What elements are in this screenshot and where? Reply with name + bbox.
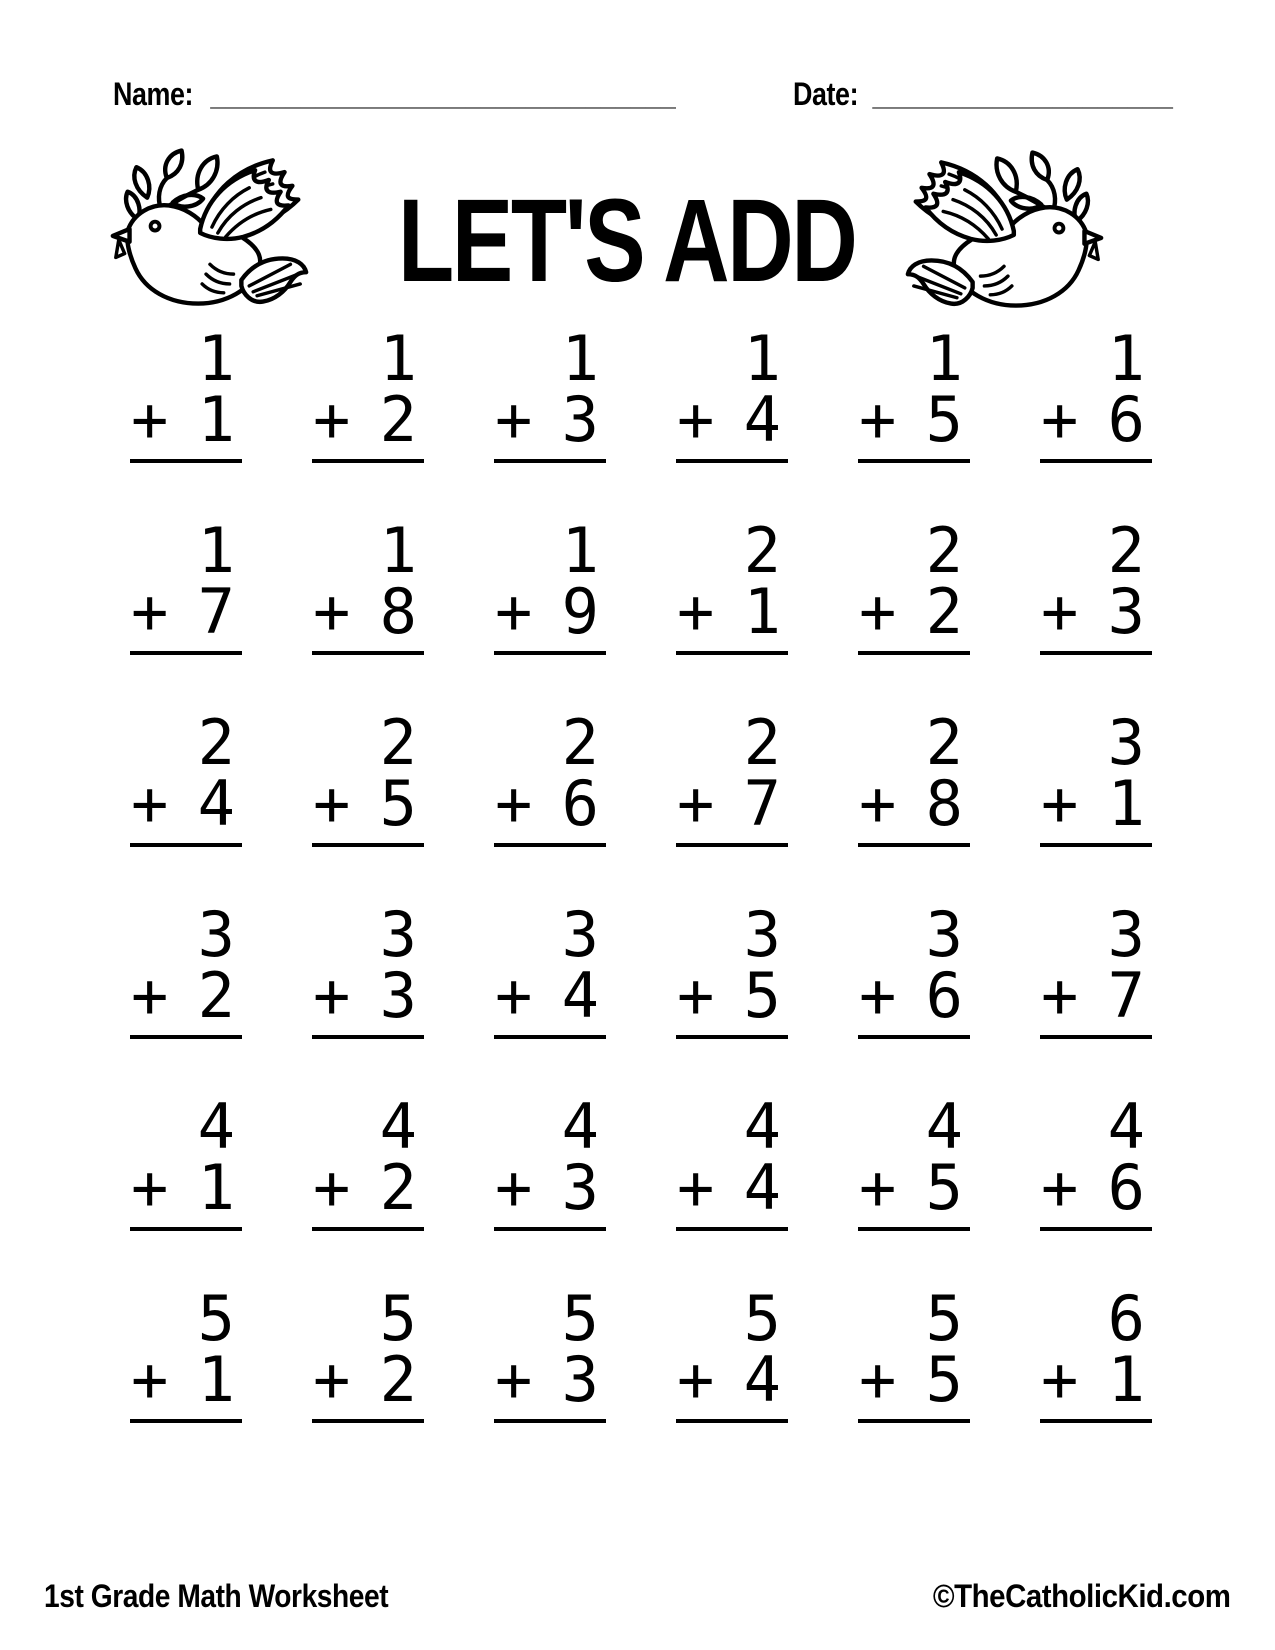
addition-problem	[1040, 1282, 1152, 1423]
plus-sign: +	[313, 1343, 351, 1417]
addend-top: 3	[1107, 898, 1145, 971]
addition-problem	[676, 322, 788, 463]
answer-line[interactable]	[858, 459, 970, 463]
answer-line[interactable]	[1040, 1227, 1152, 1231]
plus-sign: +	[677, 575, 715, 649]
addend-top: 1	[379, 514, 417, 587]
answer-line[interactable]	[858, 843, 970, 847]
addend-top: 3	[925, 898, 963, 971]
addition-problem	[1040, 322, 1152, 463]
answer-line[interactable]	[312, 459, 424, 463]
addition-problem	[494, 898, 606, 1039]
answer-line[interactable]	[130, 1227, 242, 1231]
plus-sign: +	[495, 575, 533, 649]
plus-sign: +	[677, 959, 715, 1033]
plus-sign: +	[131, 383, 169, 457]
plus-sign: +	[1041, 383, 1079, 457]
addition-problem	[130, 514, 242, 655]
addition-problem	[1040, 1090, 1152, 1231]
answer-line[interactable]	[130, 651, 242, 655]
addend-bottom: 3	[1107, 575, 1145, 649]
addend-top: 1	[561, 322, 599, 395]
addend-bottom: 4	[561, 959, 599, 1033]
addend-top: 1	[1107, 322, 1145, 395]
addend-bottom: 2	[197, 959, 235, 1033]
addend-bottom: 4	[197, 767, 235, 841]
addition-problem	[130, 322, 242, 463]
addend-top: 2	[1107, 514, 1145, 587]
addition-problem	[676, 706, 788, 847]
answer-line[interactable]	[676, 1419, 788, 1423]
plus-sign: +	[859, 959, 897, 1033]
addend-bottom: 6	[925, 959, 963, 1033]
addend-top: 6	[1107, 1282, 1145, 1355]
addend-bottom: 1	[1107, 1343, 1145, 1417]
addend-bottom: 6	[1107, 1151, 1145, 1225]
addend-top: 5	[197, 1282, 235, 1355]
answer-line[interactable]	[312, 1227, 424, 1231]
plus-sign: +	[313, 767, 351, 841]
addend-top: 1	[197, 514, 235, 587]
addend-top: 2	[925, 514, 963, 587]
problems-grid	[130, 322, 1152, 1423]
addend-bottom: 1	[197, 1151, 235, 1225]
addend-top: 1	[379, 322, 417, 395]
answer-line[interactable]	[494, 1419, 606, 1423]
answer-line[interactable]	[130, 1419, 242, 1423]
addition-problem	[494, 322, 606, 463]
addend-top: 5	[561, 1282, 599, 1355]
plus-sign: +	[313, 959, 351, 1033]
plus-sign: +	[1041, 767, 1079, 841]
addend-bottom: 6	[1107, 383, 1145, 457]
addition-problem	[312, 1090, 424, 1231]
answer-line[interactable]	[494, 1035, 606, 1039]
answer-line[interactable]	[1040, 1035, 1152, 1039]
date-blank-line[interactable]: ____________________	[872, 81, 1173, 111]
addend-bottom: 4	[743, 1343, 781, 1417]
addend-bottom: 4	[743, 1151, 781, 1225]
answer-line[interactable]	[130, 1035, 242, 1039]
addition-problem	[130, 706, 242, 847]
plus-sign: +	[495, 767, 533, 841]
plus-sign: +	[859, 575, 897, 649]
addend-top: 2	[561, 706, 599, 779]
addend-bottom: 5	[743, 959, 781, 1033]
addend-bottom: 1	[743, 575, 781, 649]
addend-top: 1	[925, 322, 963, 395]
plus-sign: +	[859, 1343, 897, 1417]
addition-problem	[312, 322, 424, 463]
addition-problem	[858, 322, 970, 463]
answer-line[interactable]	[676, 651, 788, 655]
addend-top: 4	[1107, 1090, 1145, 1163]
answer-line[interactable]	[312, 1419, 424, 1423]
name-blank-line[interactable]: _______________________________	[210, 81, 676, 111]
addend-bottom: 4	[743, 383, 781, 457]
plus-sign: +	[131, 959, 169, 1033]
answer-line[interactable]	[858, 1419, 970, 1423]
addition-problem	[312, 1282, 424, 1423]
addition-problem	[130, 898, 242, 1039]
addition-problem	[676, 514, 788, 655]
addition-problem	[312, 706, 424, 847]
addition-problem	[858, 514, 970, 655]
addend-top: 3	[561, 898, 599, 971]
name-field	[113, 76, 676, 113]
answer-line[interactable]	[676, 843, 788, 847]
date-field	[793, 76, 1173, 113]
addend-top: 2	[379, 706, 417, 779]
addend-top: 4	[743, 1090, 781, 1163]
answer-line[interactable]	[676, 459, 788, 463]
date-label: Date:	[793, 76, 859, 112]
plus-sign: +	[495, 383, 533, 457]
addend-bottom: 5	[925, 383, 963, 457]
plus-sign: +	[495, 1151, 533, 1225]
plus-sign: +	[313, 575, 351, 649]
answer-line[interactable]	[494, 459, 606, 463]
answer-line[interactable]	[676, 1035, 788, 1039]
name-label: Name:	[113, 76, 194, 112]
answer-line[interactable]	[312, 651, 424, 655]
plus-sign: +	[859, 1151, 897, 1225]
addend-bottom: 7	[743, 767, 781, 841]
addition-problem	[858, 1282, 970, 1423]
addition-problem	[1040, 706, 1152, 847]
addend-bottom: 5	[379, 767, 417, 841]
answer-line[interactable]	[676, 1227, 788, 1231]
answer-line[interactable]	[130, 459, 242, 463]
addend-bottom: 9	[561, 575, 599, 649]
plus-sign: +	[677, 1343, 715, 1417]
addend-top: 3	[743, 898, 781, 971]
plus-sign: +	[1041, 575, 1079, 649]
addition-problem	[130, 1090, 242, 1231]
addition-problem	[858, 898, 970, 1039]
addition-problem	[676, 1282, 788, 1423]
answer-line[interactable]	[130, 843, 242, 847]
addition-problem	[858, 1090, 970, 1231]
addition-problem	[494, 514, 606, 655]
addition-problem	[494, 1282, 606, 1423]
addition-problem	[312, 898, 424, 1039]
addend-bottom: 3	[561, 383, 599, 457]
footer-worksheet-label: 1st Grade Math Worksheet	[44, 1578, 389, 1614]
addend-bottom: 3	[561, 1343, 599, 1417]
answer-line[interactable]	[1040, 843, 1152, 847]
addend-top: 5	[379, 1282, 417, 1355]
addend-top: 5	[925, 1282, 963, 1355]
answer-line[interactable]	[858, 651, 970, 655]
plus-sign: +	[313, 1151, 351, 1225]
plus-sign: +	[677, 383, 715, 457]
addend-bottom: 1	[197, 1343, 235, 1417]
answer-line[interactable]	[858, 1227, 970, 1231]
dove-olive-branch-icon-mirrored	[902, 148, 1108, 316]
answer-line[interactable]	[494, 1227, 606, 1231]
addition-problem	[1040, 514, 1152, 655]
plus-sign: +	[131, 767, 169, 841]
addend-top: 3	[197, 898, 235, 971]
addition-problem	[130, 1282, 242, 1423]
addend-top: 4	[379, 1090, 417, 1163]
addition-problem	[494, 706, 606, 847]
addend-top: 2	[197, 706, 235, 779]
addition-problem	[1040, 898, 1152, 1039]
addend-top: 5	[743, 1282, 781, 1355]
answer-line[interactable]	[494, 843, 606, 847]
addend-bottom: 5	[925, 1343, 963, 1417]
addend-top: 4	[925, 1090, 963, 1163]
plus-sign: +	[131, 1343, 169, 1417]
page-title: LET'S ADD	[397, 175, 856, 307]
answer-line[interactable]	[858, 1035, 970, 1039]
addend-bottom: 8	[379, 575, 417, 649]
plus-sign: +	[677, 767, 715, 841]
plus-sign: +	[313, 383, 351, 457]
answer-line[interactable]	[1040, 459, 1152, 463]
plus-sign: +	[495, 1343, 533, 1417]
addend-bottom: 1	[1107, 767, 1145, 841]
addend-bottom: 6	[561, 767, 599, 841]
answer-line[interactable]	[1040, 651, 1152, 655]
addend-bottom: 5	[925, 1151, 963, 1225]
addend-bottom: 2	[925, 575, 963, 649]
plus-sign: +	[131, 575, 169, 649]
plus-sign: +	[1041, 1343, 1079, 1417]
footer-copyright: ©TheCatholicKid.com	[932, 1578, 1230, 1614]
answer-line[interactable]	[312, 843, 424, 847]
plus-sign: +	[131, 1151, 169, 1225]
addition-problem	[494, 1090, 606, 1231]
plus-sign: +	[677, 1151, 715, 1225]
dove-olive-branch-icon	[106, 146, 312, 314]
addend-top: 1	[197, 322, 235, 395]
addend-top: 2	[743, 706, 781, 779]
addend-top: 3	[379, 898, 417, 971]
addend-bottom: 1	[197, 383, 235, 457]
addend-top: 1	[743, 322, 781, 395]
addition-problem	[312, 514, 424, 655]
addend-top: 4	[197, 1090, 235, 1163]
plus-sign: +	[859, 767, 897, 841]
addend-bottom: 7	[1107, 959, 1145, 1033]
plus-sign: +	[859, 383, 897, 457]
answer-line[interactable]	[312, 1035, 424, 1039]
answer-line[interactable]	[494, 651, 606, 655]
addend-bottom: 2	[379, 383, 417, 457]
plus-sign: +	[495, 959, 533, 1033]
addend-top: 3	[1107, 706, 1145, 779]
addend-bottom: 8	[925, 767, 963, 841]
addition-problem	[676, 1090, 788, 1231]
addend-top: 2	[925, 706, 963, 779]
addend-bottom: 3	[561, 1151, 599, 1225]
plus-sign: +	[1041, 1151, 1079, 1225]
answer-line[interactable]	[1040, 1419, 1152, 1423]
addend-bottom: 7	[197, 575, 235, 649]
addition-problem	[858, 706, 970, 847]
addend-top: 4	[561, 1090, 599, 1163]
addition-problem	[676, 898, 788, 1039]
plus-sign: +	[1041, 959, 1079, 1033]
addend-bottom: 2	[379, 1343, 417, 1417]
addend-bottom: 2	[379, 1151, 417, 1225]
addend-top: 1	[561, 514, 599, 587]
addend-top: 2	[743, 514, 781, 587]
addend-bottom: 3	[379, 959, 417, 1033]
